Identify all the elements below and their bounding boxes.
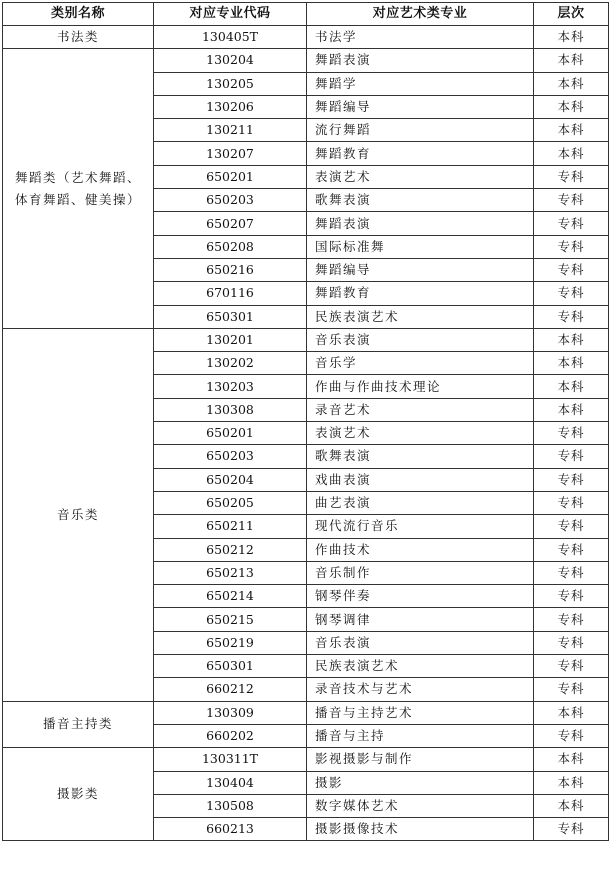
code-cell: 650213 bbox=[154, 561, 307, 584]
code-cell: 130308 bbox=[154, 398, 307, 421]
code-cell: 650301 bbox=[154, 305, 307, 328]
code-cell: 130207 bbox=[154, 142, 307, 165]
level-cell: 本科 bbox=[534, 95, 609, 118]
major-cell: 舞蹈编导 bbox=[307, 95, 534, 118]
code-cell: 650214 bbox=[154, 585, 307, 608]
major-cell: 舞蹈编导 bbox=[307, 258, 534, 281]
level-cell: 本科 bbox=[534, 398, 609, 421]
major-cell: 民族表演艺术 bbox=[307, 305, 534, 328]
code-cell: 660202 bbox=[154, 724, 307, 747]
header-category: 类别名称 bbox=[3, 3, 154, 26]
level-cell: 专科 bbox=[534, 818, 609, 841]
code-cell: 650205 bbox=[154, 491, 307, 514]
header-level: 层次 bbox=[534, 3, 609, 26]
code-cell: 670116 bbox=[154, 282, 307, 305]
level-cell: 本科 bbox=[534, 794, 609, 817]
major-cell: 作曲与作曲技术理论 bbox=[307, 375, 534, 398]
code-cell: 650201 bbox=[154, 422, 307, 445]
code-cell: 660212 bbox=[154, 678, 307, 701]
level-cell: 专科 bbox=[534, 258, 609, 281]
major-cell: 流行舞蹈 bbox=[307, 119, 534, 142]
major-cell: 钢琴伴奏 bbox=[307, 585, 534, 608]
major-table bbox=[2, 2, 609, 841]
code-cell: 650212 bbox=[154, 538, 307, 561]
level-cell: 专科 bbox=[534, 631, 609, 654]
code-cell: 130404 bbox=[154, 771, 307, 794]
level-cell: 专科 bbox=[534, 538, 609, 561]
level-cell: 本科 bbox=[534, 771, 609, 794]
level-cell: 本科 bbox=[534, 142, 609, 165]
code-cell: 650211 bbox=[154, 515, 307, 538]
major-cell: 舞蹈表演 bbox=[307, 49, 534, 72]
code-cell: 130309 bbox=[154, 701, 307, 724]
major-cell: 录音艺术 bbox=[307, 398, 534, 421]
table-row bbox=[3, 748, 609, 771]
major-cell: 舞蹈教育 bbox=[307, 282, 534, 305]
major-cell: 数字媒体艺术 bbox=[307, 794, 534, 817]
major-cell: 影视摄影与制作 bbox=[307, 748, 534, 771]
major-cell: 播音与主持 bbox=[307, 724, 534, 747]
level-cell: 本科 bbox=[534, 748, 609, 771]
major-cell: 舞蹈教育 bbox=[307, 142, 534, 165]
major-cell: 民族表演艺术 bbox=[307, 655, 534, 678]
category-cell: 摄影类 bbox=[3, 748, 154, 841]
code-cell: 130211 bbox=[154, 119, 307, 142]
major-cell: 音乐表演 bbox=[307, 328, 534, 351]
level-cell: 本科 bbox=[534, 352, 609, 375]
major-cell: 音乐制作 bbox=[307, 561, 534, 584]
table-row bbox=[3, 328, 609, 351]
table-row bbox=[3, 701, 609, 724]
table-header-row bbox=[3, 3, 609, 26]
major-cell: 歌舞表演 bbox=[307, 189, 534, 212]
level-cell: 专科 bbox=[534, 189, 609, 212]
major-cell: 音乐学 bbox=[307, 352, 534, 375]
major-cell: 书法学 bbox=[307, 26, 534, 49]
level-cell: 专科 bbox=[534, 422, 609, 445]
category-cell: 播音主持类 bbox=[3, 701, 154, 748]
code-cell: 130508 bbox=[154, 794, 307, 817]
major-cell: 作曲技术 bbox=[307, 538, 534, 561]
code-cell: 130201 bbox=[154, 328, 307, 351]
code-cell: 650201 bbox=[154, 165, 307, 188]
table-row bbox=[3, 49, 609, 72]
code-cell: 650208 bbox=[154, 235, 307, 258]
code-cell: 650301 bbox=[154, 655, 307, 678]
level-cell: 专科 bbox=[534, 585, 609, 608]
major-cell: 歌舞表演 bbox=[307, 445, 534, 468]
level-cell: 专科 bbox=[534, 655, 609, 678]
major-cell: 现代流行音乐 bbox=[307, 515, 534, 538]
major-cell: 钢琴调律 bbox=[307, 608, 534, 631]
major-cell: 摄影摄像技术 bbox=[307, 818, 534, 841]
table-body bbox=[3, 26, 609, 841]
code-cell: 650219 bbox=[154, 631, 307, 654]
level-cell: 专科 bbox=[534, 491, 609, 514]
code-cell: 650215 bbox=[154, 608, 307, 631]
level-cell: 专科 bbox=[534, 468, 609, 491]
category-cell: 书法类 bbox=[3, 26, 154, 49]
code-cell: 650203 bbox=[154, 445, 307, 468]
level-cell: 专科 bbox=[534, 561, 609, 584]
header-code: 对应专业代码 bbox=[154, 3, 307, 26]
level-cell: 专科 bbox=[534, 445, 609, 468]
level-cell: 专科 bbox=[534, 282, 609, 305]
level-cell: 本科 bbox=[534, 49, 609, 72]
level-cell: 本科 bbox=[534, 26, 609, 49]
level-cell: 专科 bbox=[534, 235, 609, 258]
code-cell: 130311T bbox=[154, 748, 307, 771]
code-cell: 650204 bbox=[154, 468, 307, 491]
code-cell: 130206 bbox=[154, 95, 307, 118]
code-cell: 650203 bbox=[154, 189, 307, 212]
level-cell: 专科 bbox=[534, 678, 609, 701]
major-cell: 舞蹈学 bbox=[307, 72, 534, 95]
level-cell: 专科 bbox=[534, 608, 609, 631]
level-cell: 专科 bbox=[534, 305, 609, 328]
major-cell: 录音技术与艺术 bbox=[307, 678, 534, 701]
code-cell: 660213 bbox=[154, 818, 307, 841]
level-cell: 本科 bbox=[534, 119, 609, 142]
code-cell: 130405T bbox=[154, 26, 307, 49]
level-cell: 本科 bbox=[534, 375, 609, 398]
code-cell: 650216 bbox=[154, 258, 307, 281]
level-cell: 本科 bbox=[534, 701, 609, 724]
major-cell: 戏曲表演 bbox=[307, 468, 534, 491]
level-cell: 专科 bbox=[534, 165, 609, 188]
category-cell: 音乐类 bbox=[3, 328, 154, 701]
code-cell: 130202 bbox=[154, 352, 307, 375]
major-cell: 国际标准舞 bbox=[307, 235, 534, 258]
major-cell: 播音与主持艺术 bbox=[307, 701, 534, 724]
level-cell: 本科 bbox=[534, 328, 609, 351]
table-row bbox=[3, 26, 609, 49]
major-cell: 音乐表演 bbox=[307, 631, 534, 654]
major-cell: 表演艺术 bbox=[307, 422, 534, 445]
major-cell: 摄影 bbox=[307, 771, 534, 794]
code-cell: 130205 bbox=[154, 72, 307, 95]
code-cell: 650207 bbox=[154, 212, 307, 235]
category-cell: 舞蹈类（艺术舞蹈、体育舞蹈、健美操） bbox=[3, 49, 154, 329]
level-cell: 本科 bbox=[534, 72, 609, 95]
major-cell: 表演艺术 bbox=[307, 165, 534, 188]
major-cell: 曲艺表演 bbox=[307, 491, 534, 514]
code-cell: 130203 bbox=[154, 375, 307, 398]
level-cell: 专科 bbox=[534, 515, 609, 538]
major-cell: 舞蹈表演 bbox=[307, 212, 534, 235]
header-major: 对应艺术类专业 bbox=[307, 3, 534, 26]
code-cell: 130204 bbox=[154, 49, 307, 72]
level-cell: 专科 bbox=[534, 724, 609, 747]
level-cell: 专科 bbox=[534, 212, 609, 235]
